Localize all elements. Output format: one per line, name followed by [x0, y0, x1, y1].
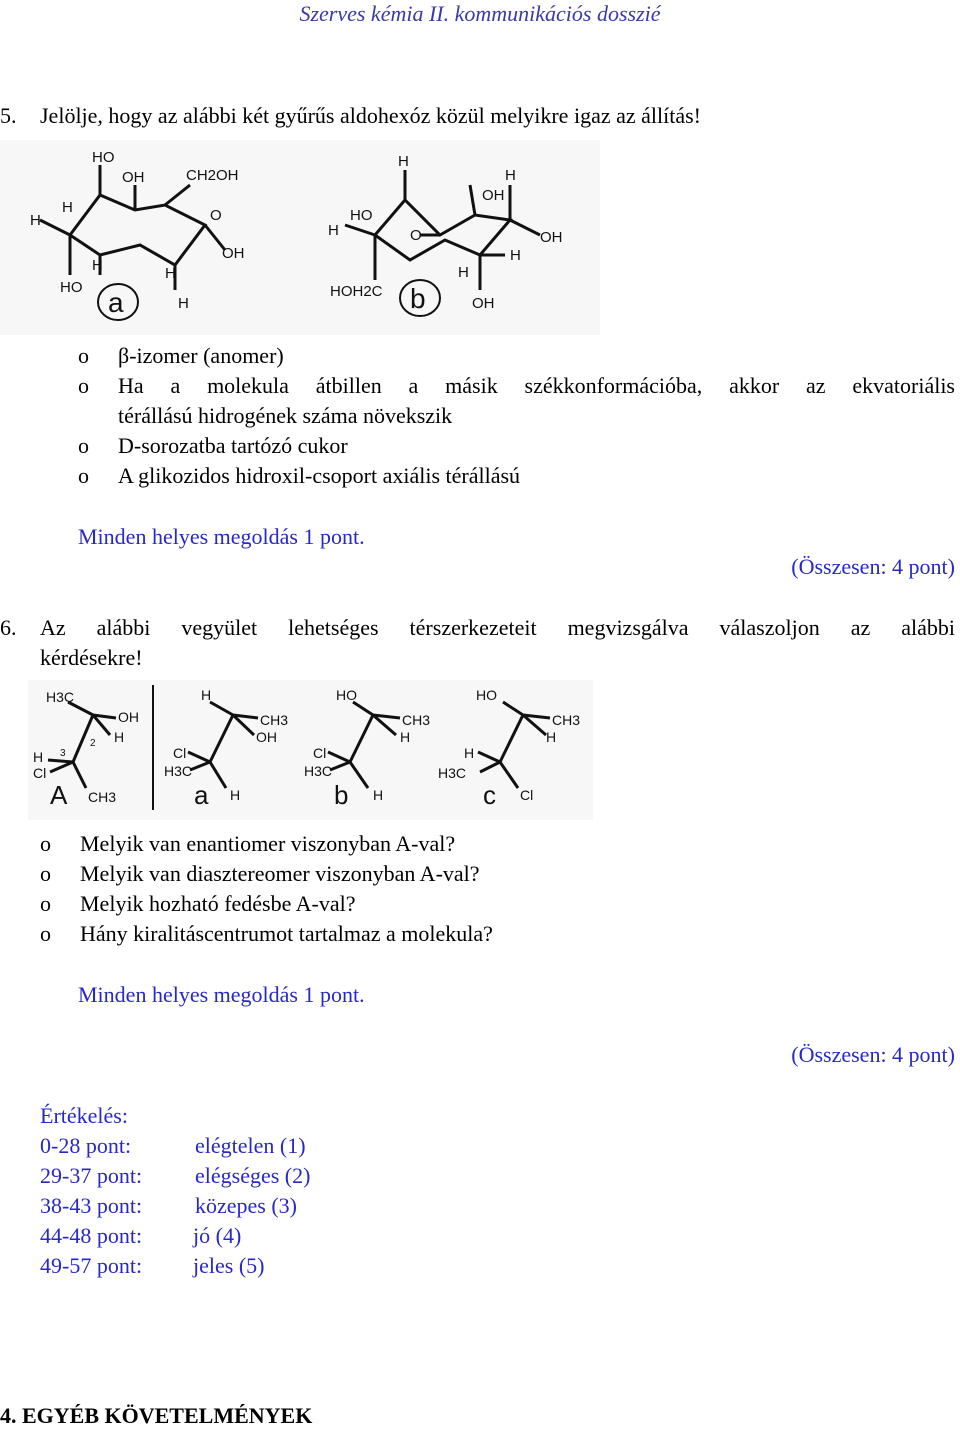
question-text: Melyik hozható fedésbe A-val? [80, 891, 356, 916]
atom-label: CH2OH [186, 167, 239, 184]
atom-label: Cl [33, 765, 47, 781]
question-text: Melyik van enantiomer viszonyban A-val? [80, 831, 456, 856]
option-text: β-izomer (anomer) [118, 343, 284, 368]
atom-label: H3C [438, 765, 467, 781]
atom-label: H3C [164, 763, 193, 779]
atom-label: O [410, 227, 422, 244]
structure-label-a: a [194, 780, 209, 810]
atom-label: OH [222, 245, 245, 262]
atom-label: CH3 [552, 712, 581, 728]
atom-label: H [400, 729, 411, 745]
atom-label: H [30, 212, 41, 229]
q5-option-3 [78, 433, 348, 459]
structure-label-b: b [334, 780, 349, 810]
atom-label: HO [60, 279, 83, 296]
q6-question-1 [40, 831, 455, 857]
option-text: D-sorozatba tartózó cukor [118, 433, 348, 458]
atom-label: HOH2C [330, 283, 383, 300]
atom-label: HO [92, 149, 115, 166]
bullet-icon: o [40, 861, 51, 886]
evaluation-range: 49-57 pont: [40, 1253, 143, 1278]
bullet-icon: o [78, 463, 89, 488]
aldohexose-structures [0, 140, 600, 335]
question-text: Hány kiralitáscentrumot tartalmaz a molekula? [80, 921, 493, 946]
structure-label-c: c [483, 780, 496, 810]
atom-label: Cl [173, 745, 187, 761]
atom-label: OH [118, 709, 139, 725]
atom-label: OH [482, 187, 505, 204]
atom-label: H [505, 167, 516, 184]
option-text: A glikozidos hidroxil-csoport axiális térállású [118, 463, 521, 488]
atom-label: 2 [90, 738, 96, 749]
q6-question-2 [40, 861, 480, 887]
evaluation-grade: jó (4) [193, 1223, 242, 1248]
atom-label: OH [122, 169, 145, 186]
atom-label: Cl [520, 787, 534, 803]
atom-label: H3C [304, 763, 333, 779]
atom-label: H [464, 745, 475, 761]
atom-label: OH [256, 729, 277, 745]
bullet-icon: o [40, 891, 51, 916]
q5-option-2 [78, 373, 955, 399]
q5-option-1 [78, 343, 284, 369]
atom-label: H [230, 787, 241, 803]
q5-option-2-cont: térállású hidrogének száma növekszik [118, 403, 453, 428]
bullet-icon: o [78, 373, 89, 398]
atom-label: O [210, 207, 222, 224]
evaluation-grade: elégséges (2) [195, 1163, 311, 1188]
q6-scoring: Minden helyes megoldás 1 pont. [78, 982, 365, 1007]
question-text: Melyik van diasztereomer viszonyban A-val? [80, 861, 480, 886]
bullet-icon: o [78, 343, 89, 368]
atom-label: H [510, 247, 521, 264]
structure-label-b: b [410, 283, 426, 314]
atom-label: H [165, 265, 176, 282]
atom-label: OH [472, 295, 495, 312]
evaluation-grade: jeles (5) [193, 1253, 265, 1278]
atom-label: H3C [46, 689, 75, 705]
q5-scoring: Minden helyes megoldás 1 pont. [78, 524, 365, 549]
q6-question-4 [40, 921, 493, 947]
atom-label: H [373, 787, 384, 803]
q5-option-4 [78, 463, 520, 489]
evaluation-range: 29-37 pont: [40, 1163, 143, 1188]
evaluation-grade: közepes (3) [195, 1193, 298, 1218]
evaluation-range: 0-28 pont: [40, 1133, 132, 1158]
atom-label: 3 [60, 748, 66, 759]
atom-label: HO [336, 687, 357, 703]
q5-number: 5. [0, 103, 17, 128]
structure-label-a: a [108, 287, 124, 318]
atom-label: HO [350, 207, 373, 224]
bullet-icon: o [40, 921, 51, 946]
atom-label: H [178, 295, 189, 312]
atom-label: HO [476, 687, 497, 703]
q5-prompt: Jelölje, hogy az alábbi két gyűrűs aldohexóz közül melyikre igaz az állítás! [40, 103, 701, 128]
atom-label: CH3 [88, 789, 117, 805]
q6-prompt-cont: kérdésekre! [40, 645, 143, 670]
atom-label: Cl [313, 745, 327, 761]
q6-number: 6. [0, 615, 17, 640]
evaluation-range: 38-43 pont: [40, 1193, 143, 1218]
atom-label: H [201, 687, 212, 703]
atom-label: H [62, 199, 73, 216]
section-heading: 4. EGYÉB KÖVETELMÉNYEK [0, 1403, 313, 1428]
atom-label: H [328, 222, 339, 239]
atom-label: OH [540, 229, 563, 246]
atom-label: H [546, 729, 557, 745]
structure-label-A: A [50, 780, 68, 810]
atom-label: H [398, 153, 409, 170]
q6-prompt: Az alábbi vegyület lehetséges térszerkezeteit megvizsgálva válaszoljon az alábbi [40, 615, 955, 640]
atom-label: H [114, 729, 125, 745]
bullet-icon: o [40, 831, 51, 856]
atom-label: CH3 [402, 712, 431, 728]
q6-total: (Összesen: 4 pont) [791, 1042, 955, 1067]
q5-total: (Összesen: 4 pont) [791, 554, 955, 579]
atom-label: H [92, 257, 103, 274]
evaluation-title: Értékelés: [40, 1103, 128, 1128]
document-header: Szerves kémia II. kommunikációs dosszié [299, 1, 661, 26]
stereoisomer-structures [28, 680, 593, 820]
q6-question-3 [40, 891, 356, 917]
evaluation-range: 44-48 pont: [40, 1223, 143, 1248]
evaluation-grade: elégtelen (1) [195, 1133, 306, 1158]
atom-label: H [458, 264, 469, 281]
option-text: Ha a molekula átbillen a másik székkonformációba, akkor az ekvatoriális [118, 373, 955, 398]
atom-label: H [33, 749, 44, 765]
atom-label: CH3 [260, 712, 289, 728]
bullet-icon: o [78, 433, 89, 458]
